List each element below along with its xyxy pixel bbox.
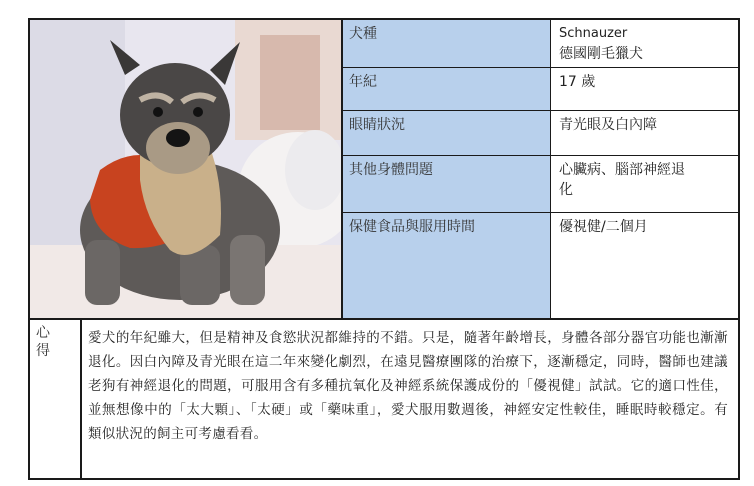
schnauzer-dog-illustration	[30, 20, 341, 318]
other-health-label: 其他身體問題	[343, 156, 551, 212]
dog-photo	[30, 20, 343, 320]
notes-side-label	[30, 320, 82, 478]
breed-value	[551, 20, 738, 67]
breed-value-chinese: 德國剛毛獵犬	[559, 46, 643, 62]
info-row-supplement	[343, 213, 738, 318]
info-row-eye-condition	[343, 111, 738, 156]
other-health-value	[551, 156, 738, 212]
other-health-value-line2: 化	[559, 182, 573, 198]
pet-profile-card	[28, 18, 740, 480]
age-label: 年紀	[343, 68, 551, 110]
other-health-value-line1: 心臟病、腦部神經退	[559, 162, 685, 178]
notes-section	[30, 320, 738, 478]
info-row-breed	[343, 20, 738, 68]
eye-condition-value: 青光眼及白內障	[559, 117, 657, 133]
info-row-other-health	[343, 156, 738, 213]
breed-value-english: Schnauzer	[559, 26, 628, 41]
supplement-value: 優視健/二個月	[559, 219, 648, 235]
notes-side-char-2: 得	[36, 343, 50, 359]
eye-condition-label: 眼睛狀況	[343, 111, 551, 155]
notes-side-char-1: 心	[36, 325, 50, 341]
info-row-age	[343, 68, 738, 111]
age-value: 17 歲	[559, 74, 596, 90]
info-table	[343, 20, 738, 320]
breed-label: 犬種	[343, 20, 551, 67]
supplement-label: 保健食品與服用時間	[343, 213, 551, 318]
notes-body: 愛犬的年紀雖大，但是精神及食慾狀況都維持的不錯。只是，隨著年齡增長，身體各部分器官功能也漸漸退化。因白內障及青光眼在這二年來變化劇烈，在遠見醫療團隊的治療下，逐漸穩定，同時，醫師也建議老狗有神經退化的問題，可服用含有多種抗氧化及神經系統保護成份的「優視健」試試。它的適口性佳，並無想像中的「太大顆」、「太硬」或「藥味重」，愛犬服用數週後，神經安定性較佳，睡眠時較穩定。有類似狀況的飼主可考慮看看。	[88, 330, 728, 442]
